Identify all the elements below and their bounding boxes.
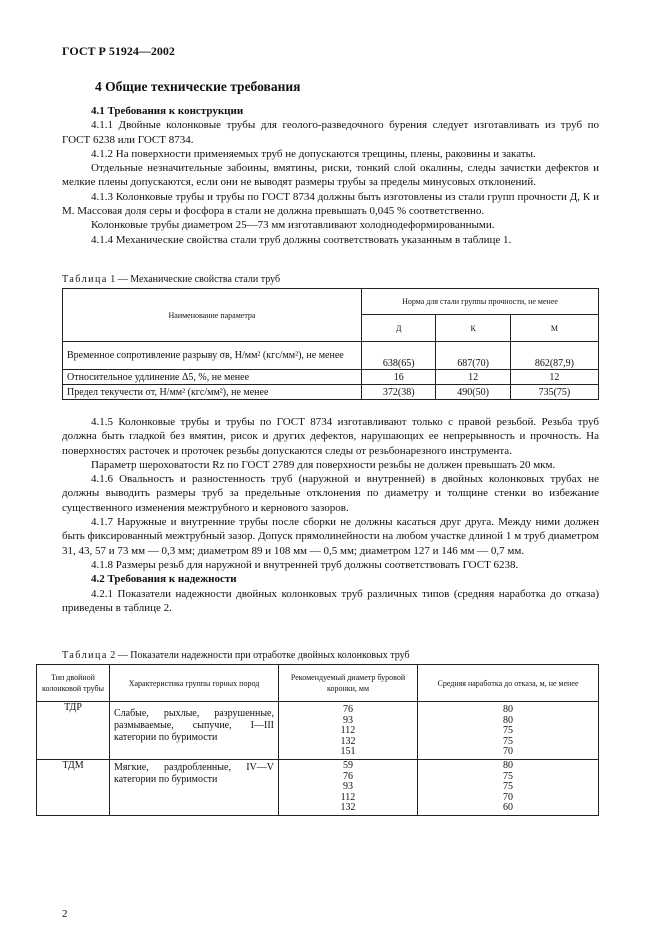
table-cell: 76 93 112 132 151 [279, 702, 418, 760]
column-header: Средняя наработка до отказа, м, не менее [418, 665, 599, 702]
text-block-4-1 [62, 104, 599, 247]
column-header: М [510, 315, 598, 342]
column-header: Д [362, 315, 436, 342]
table-cell: 490(50) [436, 385, 510, 400]
paragraph: Параметр шероховатости Rz по ГОСТ 2789 для поверхности резьбы не должен превышать 20 мкм. [91, 458, 556, 471]
column-header: Норма для стали группы прочности, не менее [362, 289, 599, 315]
document-header: ГОСТ Р 51924—2002 [62, 44, 175, 58]
table-cell: 12 [436, 370, 510, 385]
column-header: Рекомендуемый диаметр буровой коронки, мм [279, 665, 418, 702]
table-cell: 687(70) [436, 342, 510, 370]
paragraph: Колонковые трубы диаметром 25—73 мм изготавливают холоднодеформированными. [91, 219, 495, 232]
table-cell: 12 [510, 370, 598, 385]
table-mechanical-properties [62, 288, 599, 400]
section-title: 4 Общие технические требования [95, 79, 301, 94]
table-cell: Мягкие, раздробленные, IV—V категории по буримости [110, 759, 279, 815]
subsection-title: 4.2 Требования к надежности [91, 573, 237, 586]
paragraph: Отдельные незначительные забоины, вмятины, риски, тонкий слой окалины, следы зачистки дефектов и мелкие плены допускаются, если они не выводят размеры трубы за пределы минусовых отклонений. [62, 162, 599, 189]
paragraph: 4.1.8 Размеры резьб для наружной и внутренней труб должны соответствовать ГОСТ 6238. [91, 558, 519, 571]
table-cell: 80 80 75 75 70 [418, 702, 599, 760]
table-cell: Слабые, рыхлые, разрушенные, размываемые, сыпучие, I—III категории по буримости [110, 702, 279, 760]
table-cell: 638(65) [362, 342, 436, 370]
table-cell: ТДМ [37, 759, 110, 815]
table-cell: ТДР [37, 702, 110, 760]
column-header: К [436, 315, 510, 342]
paragraph: 4.1.7 Наружные и внутренние трубы после сборки не должны касаться друг друга. Между ними должен быть фиксированный межтрубный зазор. Допуск прямолинейности на любом участке длиной 1 м труб диаметром 31, 43, 57 и 73 мм — 0,3 мм; диаметром 89 и 108 мм — 0,5 мм; диаметром 127 и 146 мм — 0,7 мм. [62, 516, 599, 557]
paragraph: 4.1.2 На поверхности применяемых труб не допускаются трещины, плены, раковины и закаты. [91, 147, 536, 160]
table-cell: 735(75) [510, 385, 598, 400]
paragraph: 4.1.5 Колонковые трубы и трубы по ГОСТ 8734 изготавливают только с правой резьбой. Резьба труб должна быть гладкой без вмятин, рисок и других дефектов, нарушающих ее непрерывность и прочность. На поверхностях расточек и проточек резьбы допускаются следы от резьбонарезного инструмента. [62, 416, 599, 457]
column-header: Тип двойной колонковой трубы [37, 665, 110, 702]
table-cell: 372(38) [362, 385, 436, 400]
column-header: Наименование параметра [63, 289, 362, 342]
text-block-4-1-5 [62, 415, 599, 615]
table-cell: Предел текучести σт, Н/мм² (кгс/мм²), не менее [63, 385, 362, 400]
paragraph: 4.1.6 Овальность и разностенность труб (наружной и внутренней) в двойных колонковых трубах не должны выводить размеры труб за предельные отклонения по диаметру и толщине стенки во избежание существенного изменения межтрубного и кернового зазоров. [62, 473, 599, 514]
paragraph: 4.1.4 Механические свойства стали труб должны соответствовать указанным в таблице 1. [91, 233, 512, 246]
paragraph: 4.1.1 Двойные колонковые трубы для геолого-разведочного бурения следует изготавливать из труб по ГОСТ 6238 или ГОСТ 8734. [62, 119, 599, 146]
table-cell: 862(87,9) [510, 342, 598, 370]
table-cell: Временное сопротивление разрыву σв, Н/мм² (кгс/мм²), не менее [63, 342, 362, 370]
page-number: 2 [62, 908, 68, 920]
table2-caption: Таблица 2 — Показатели надежности при отработке двойных колонковых труб [62, 650, 410, 661]
table-cell: 59 76 93 112 132 [279, 759, 418, 815]
column-header: Характеристика группы горных пород [110, 665, 279, 702]
table-cell: 16 [362, 370, 436, 385]
paragraph: 4.1.3 Колонковые трубы и трубы по ГОСТ 8734 должны быть изготовлены из стали групп прочности Д, К и М. Массовая доля серы и фосфора в стали не должна превышать 0,045 % соответственно. [62, 190, 599, 218]
table1-caption: Таблица 1 — Механические свойства стали труб [62, 274, 281, 285]
subsection-title: 4.1 Требования к конструкции [91, 105, 244, 117]
table-cell: 80 75 75 70 60 [418, 759, 599, 815]
table-reliability [36, 664, 599, 816]
paragraph: 4.2.1 Показатели надежности двойных колонковых труб различных типов (средняя наработка до отказа) приведены в таблице 2. [62, 587, 599, 614]
table-cell: Относительное удлинение Δ5, %, не менее [63, 370, 362, 385]
